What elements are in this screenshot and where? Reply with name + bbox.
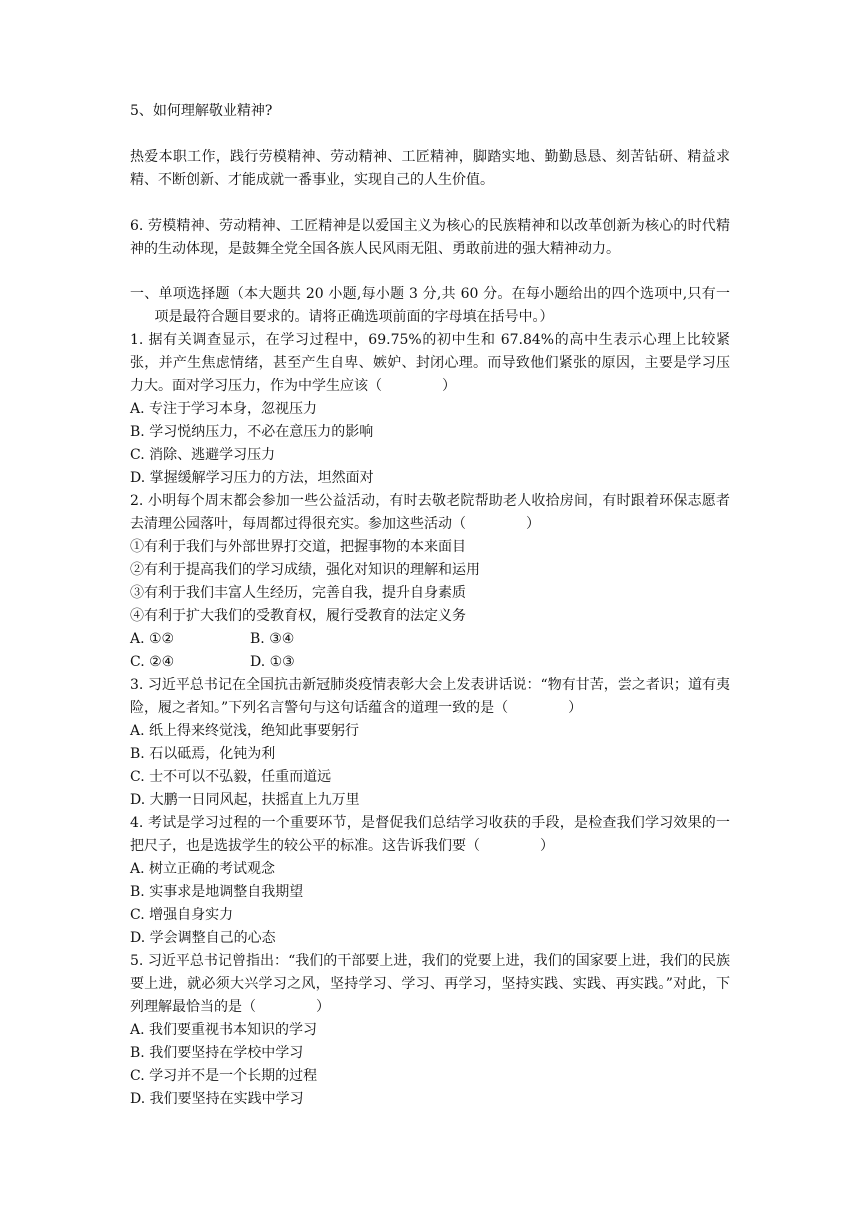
question-1 (130, 329, 730, 490)
option-a: A. 纸上得来终觉浅，绝知此事要躬行 (130, 723, 360, 739)
option-d: D. 掌握缓解学习压力的方法，坦然面对 (130, 470, 374, 486)
option-b: B. 实事求是地调整自我期望 (130, 884, 304, 900)
question-2 (130, 490, 730, 674)
option-c: C. 消除、逃避学习压力 (130, 447, 276, 463)
option-d: D. 我们要坚持在实践中学习 (130, 1091, 304, 1107)
spacer (130, 123, 730, 146)
option-row (130, 651, 730, 674)
answer-q5: 热爱本职工作，践行劳模精神、劳动精神、工匠精神，脚踏实地、勤勤恳恳、刻苦钻研、精益求精、不断创新、才能成就一番事业，实现自己的人生价值。 (130, 149, 730, 188)
statement-1: ①有利于我们与外部世界打交道，把握事物的本来面目 (130, 539, 466, 555)
option-row (130, 628, 730, 651)
option-c: C. ②④ (130, 654, 175, 670)
option-b: B. 石以砥焉，化钝为利 (130, 746, 276, 762)
spacer (130, 261, 730, 283)
statement-4: ④有利于扩大我们的受教育权，履行受教育的法定义务 (130, 608, 466, 624)
statement-2: ②有利于提高我们的学习成绩，强化对知识的理解和运用 (130, 562, 480, 578)
question-stem: 1. 据有关调查显示，在学习过程中，69.75%的初中生和 67.84%的高中生表示心理上比较紧张，并产生焦虑情绪，甚至产生自卑、嫉妒、封闭心理。而导致他们紧张的原因，主要是学习压力大。面对学习压力，作为中学生应该（ ） (130, 332, 730, 394)
question-stem: 4. 考试是学习过程的一个重要环节，是督促我们总结学习收获的手段，是检查我们学习效果的一把尺子，也是选拔学生的较公平的标准。这告诉我们要（ ） (130, 815, 730, 854)
statement-3: ③有利于我们丰富人生经历，完善自我，提升自身素质 (130, 585, 466, 601)
question-stem: 3. 习近平总书记在全国抗击新冠肺炎疫情表彰大会上发表讲话说：“物有甘苦，尝之者识；道有夷险，履之者知。”下列名言警句与这句话蕴含的道理一致的是（ ） (130, 677, 730, 716)
option-a: A. 专注于学习本身，忽视压力 (130, 401, 318, 417)
option-d: D. 学会调整自己的心态 (130, 930, 276, 946)
item-6: 6. 劳模精神、劳动精神、工匠精神是以爱国主义为核心的民族精神和以改革创新为核心的时代精神的生动体现，是鼓舞全党全国各族人民风雨无阻、勇敢前进的强大精神动力。 (130, 218, 730, 257)
option-b: B. ③④ (250, 631, 295, 647)
question-4 (130, 812, 730, 950)
question-stem: 5. 习近平总书记曾指出：“我们的干部要上进，我们的党要上进，我们的国家要上进，我们的民族要上进，就必须大兴学习之风，坚持学习、学习、再学习，坚持实践、实践、再实践。”对此，下列理解最恰当的是（ ） (130, 953, 730, 1015)
option-a: A. ①② (130, 631, 175, 647)
option-c: C. 学习并不是一个长期的过程 (130, 1068, 318, 1084)
question-5 (130, 950, 730, 1111)
heading-q5: 5、如何理解敬业精神? (130, 103, 273, 119)
document-page (130, 100, 730, 1111)
option-b: B. 我们要坚持在学校中学习 (130, 1045, 304, 1061)
option-d: D. 大鹏一日同风起，扶摇直上九万里 (130, 792, 360, 808)
section-title: 一、单项选择题（本大题共 20 小题,每小题 3 分,共 60 分。在每小题给出的四个选项中,只有一项是最符合题目要求的。请将正确选项前面的字母填在括号中。） (130, 286, 730, 325)
option-a: A. 我们要重视书本知识的学习 (130, 1022, 318, 1038)
spacer (130, 192, 730, 215)
option-c: C. 增强自身实力 (130, 907, 234, 923)
question-stem: 2. 小明每个周末都会参加一些公益活动，有时去敬老院帮助老人收拾房间，有时跟着环保志愿者去清理公园落叶，每周都过得很充实。参加这些活动（ ） (130, 493, 730, 532)
option-c: C. 士不可以不弘毅，任重而道远 (130, 769, 332, 785)
option-a: A. 树立正确的考试观念 (130, 861, 276, 877)
option-d: D. ①③ (250, 654, 295, 670)
option-b: B. 学习悦纳压力，不必在意压力的影响 (130, 424, 374, 440)
question-3 (130, 674, 730, 812)
